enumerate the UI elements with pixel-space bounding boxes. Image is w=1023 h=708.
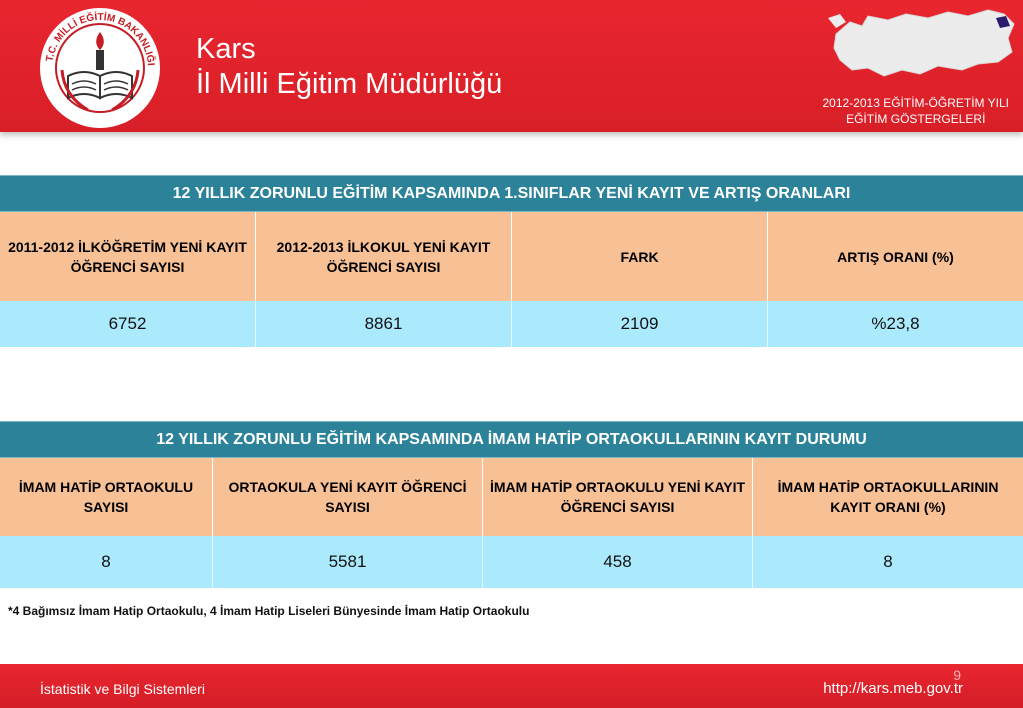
subtitle-line-1: 2012-2013 EĞİTİM-ÖĞRETİM YILI: [822, 96, 1009, 110]
footer-department: İstatistik ve Bilgi Sistemleri: [40, 681, 205, 697]
table1-title: 12 YILLIK ZORUNLU EĞİTİM KAPSAMINDA 1.SINIFLAR YENİ KAYIT VE ARTIŞ ORANLARI: [0, 175, 1023, 212]
header-subtitle: [822, 95, 1009, 127]
page-footer: [0, 664, 1023, 708]
directorate-title: İl Milli Eğitim Müdürlüğü: [196, 68, 503, 100]
table1-header-cell: 2012-2013 İLKOKUL YENİ KAYIT ÖĞRENCİ SAYISI: [256, 212, 512, 301]
city-title: Kars: [196, 33, 256, 65]
meb-logo-icon: [38, 6, 162, 130]
table2-header-cell: İMAM HATİP ORTAOKULU YENİ KAYIT ÖĞRENCİ SAYISI: [483, 458, 753, 536]
table1-value-cell: 2109: [512, 301, 768, 347]
table2-header-cell: İMAM HATİP ORTAOKULU SAYISI: [0, 458, 213, 536]
table2-header-row: [0, 458, 1023, 536]
table1-header-cell: 2011-2012 İLKÖĞRETİM YENİ KAYIT ÖĞRENCİ SAYISI: [0, 212, 256, 301]
table2-title: 12 YILLIK ZORUNLU EĞİTİM KAPSAMINDA İMAM HATİP ORTAOKULLARININ KAYIT DURUMU: [0, 421, 1023, 458]
table2-header-cell: İMAM HATİP ORTAOKULLARININ KAYIT ORANI (%): [753, 458, 1023, 536]
table2-header-cell: ORTAOKULA YENİ KAYIT ÖĞRENCİ SAYISI: [213, 458, 483, 536]
page-header: [0, 0, 1023, 132]
subtitle-line-2: EĞİTİM GÖSTERGELERİ: [846, 112, 986, 126]
table2-value-cell: 8: [0, 536, 213, 588]
table-new-enrollment: [0, 175, 1023, 347]
table1-header-cell: FARK: [512, 212, 768, 301]
table1-header-row: [0, 212, 1023, 301]
table2-value-cell: 5581: [213, 536, 483, 588]
turkey-map-icon: [828, 4, 1018, 100]
logo-ring-text: T.C. MİLLİ EĞİTİM BAKANLIĞI: [44, 11, 156, 67]
page-number: 9: [953, 667, 961, 683]
footnote: *4 Bağımsız İmam Hatip Ortaokulu, 4 İmam Hatip Liseleri Bünyesinde İmam Hatip Ortaokulu: [8, 604, 530, 618]
table2-value-cell: 8: [753, 536, 1023, 588]
table1-value-cell: %23,8: [768, 301, 1023, 347]
table1-header-cell: ARTIŞ ORANI (%): [768, 212, 1023, 301]
table2-value-cell: 458: [483, 536, 753, 588]
footer-website-link[interactable]: http://kars.meb.gov.tr: [823, 680, 963, 697]
table1-value-cell: 8861: [256, 301, 512, 347]
table2-value-row: [0, 536, 1023, 588]
table-imam-hatip-enrollment: [0, 421, 1023, 588]
table1-value-cell: 6752: [0, 301, 256, 347]
table1-value-row: [0, 301, 1023, 347]
